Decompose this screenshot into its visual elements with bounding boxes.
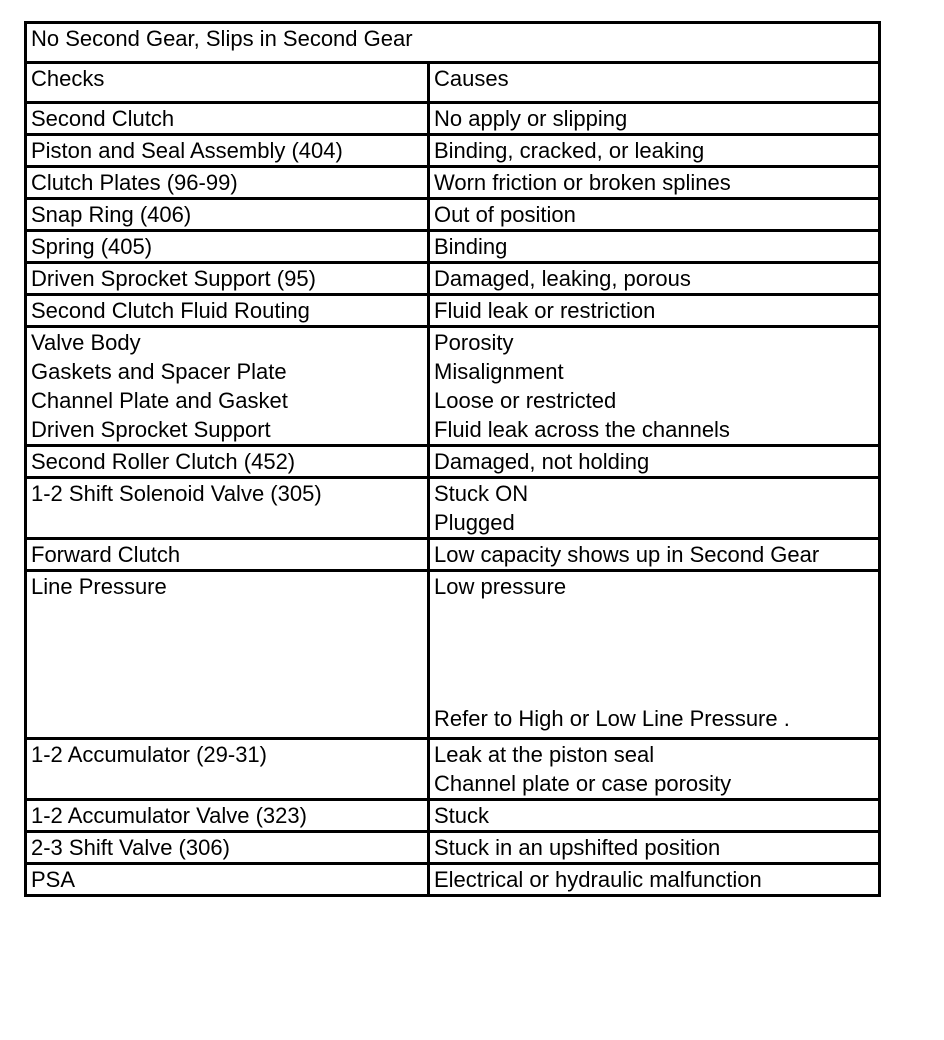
cause-cell: Fluid leak or restriction	[429, 295, 880, 327]
routing-causes-cell	[429, 327, 880, 446]
routing-cause-item: Fluid leak across the channels	[434, 417, 730, 442]
check-cell: 1-2 Accumulator Valve (323)	[26, 800, 429, 832]
check-cell: Second Roller Clutch (452)	[26, 446, 429, 478]
cause-cell: Binding, cracked, or leaking	[429, 135, 880, 167]
checks-header: Checks	[26, 63, 429, 103]
table-row	[26, 800, 880, 832]
table-row	[26, 739, 880, 800]
table-title: No Second Gear, Slips in Second Gear	[26, 23, 880, 63]
cause-cell	[429, 571, 880, 739]
check-cell: Snap Ring (406)	[26, 199, 429, 231]
diagnosis-table	[24, 21, 881, 897]
cause-cell: Electrical or hydraulic malfunction	[429, 864, 880, 896]
routing-check-item: Valve Body	[31, 330, 141, 355]
table-row	[26, 832, 880, 864]
check-cell: Second Clutch Fluid Routing	[26, 295, 429, 327]
table-row	[26, 135, 880, 167]
cause-cell: Damaged, not holding	[429, 446, 880, 478]
cause-cell: Damaged, leaking, porous	[429, 263, 880, 295]
cause-cell: Worn friction or broken splines	[429, 167, 880, 199]
cause-item: Channel plate or case porosity	[434, 771, 732, 796]
check-cell: Second Clutch	[26, 103, 429, 135]
routing-check-item: Driven Sprocket Support	[31, 417, 271, 442]
cause-cell: Stuck in an upshifted position	[429, 832, 880, 864]
check-cell: Line Pressure	[26, 571, 429, 739]
table-row	[26, 103, 880, 135]
check-cell: Piston and Seal Assembly (404)	[26, 135, 429, 167]
cause-cell: Stuck	[429, 800, 880, 832]
check-cell: Spring (405)	[26, 231, 429, 263]
table-row	[26, 571, 880, 739]
reference-note: Refer to High or Low Line Pressure .	[434, 706, 790, 731]
routing-check-item: Gaskets and Spacer Plate	[31, 359, 287, 384]
cause-cell: Out of position	[429, 199, 880, 231]
table-row	[26, 231, 880, 263]
cause-cell: Low capacity shows up in Second Gear	[429, 539, 880, 571]
table-row	[26, 478, 880, 539]
check-cell: Forward Clutch	[26, 539, 429, 571]
routing-cause-item: Loose or restricted	[434, 388, 617, 413]
routing-checks-cell	[26, 327, 429, 446]
check-cell: 2-3 Shift Valve (306)	[26, 832, 429, 864]
check-cell: 1-2 Shift Solenoid Valve (305)	[26, 478, 429, 539]
routing-cause-item: Misalignment	[434, 359, 564, 384]
routing-check-item: Channel Plate and Gasket	[31, 388, 288, 413]
table-row	[26, 263, 880, 295]
causes-header: Causes	[429, 63, 880, 103]
cause-item: Low pressure	[434, 574, 567, 599]
header-row	[26, 63, 880, 103]
cause-item: Stuck ON	[434, 481, 529, 506]
check-cell: Driven Sprocket Support (95)	[26, 263, 429, 295]
table-row	[26, 199, 880, 231]
title-row	[26, 23, 880, 63]
cause-cell	[429, 478, 880, 539]
cause-cell: Binding	[429, 231, 880, 263]
cause-cell: No apply or slipping	[429, 103, 880, 135]
check-cell: 1-2 Accumulator (29-31)	[26, 739, 429, 800]
table-row	[26, 167, 880, 199]
cause-cell	[429, 739, 880, 800]
table-row	[26, 864, 880, 896]
table-row	[26, 446, 880, 478]
check-cell: PSA	[26, 864, 429, 896]
cause-item: Plugged	[434, 510, 515, 535]
table-row	[26, 295, 880, 327]
routing-detail-row	[26, 327, 880, 446]
check-cell: Clutch Plates (96-99)	[26, 167, 429, 199]
table-row	[26, 539, 880, 571]
routing-cause-item: Porosity	[434, 330, 514, 355]
cause-item: Leak at the piston seal	[434, 742, 655, 767]
